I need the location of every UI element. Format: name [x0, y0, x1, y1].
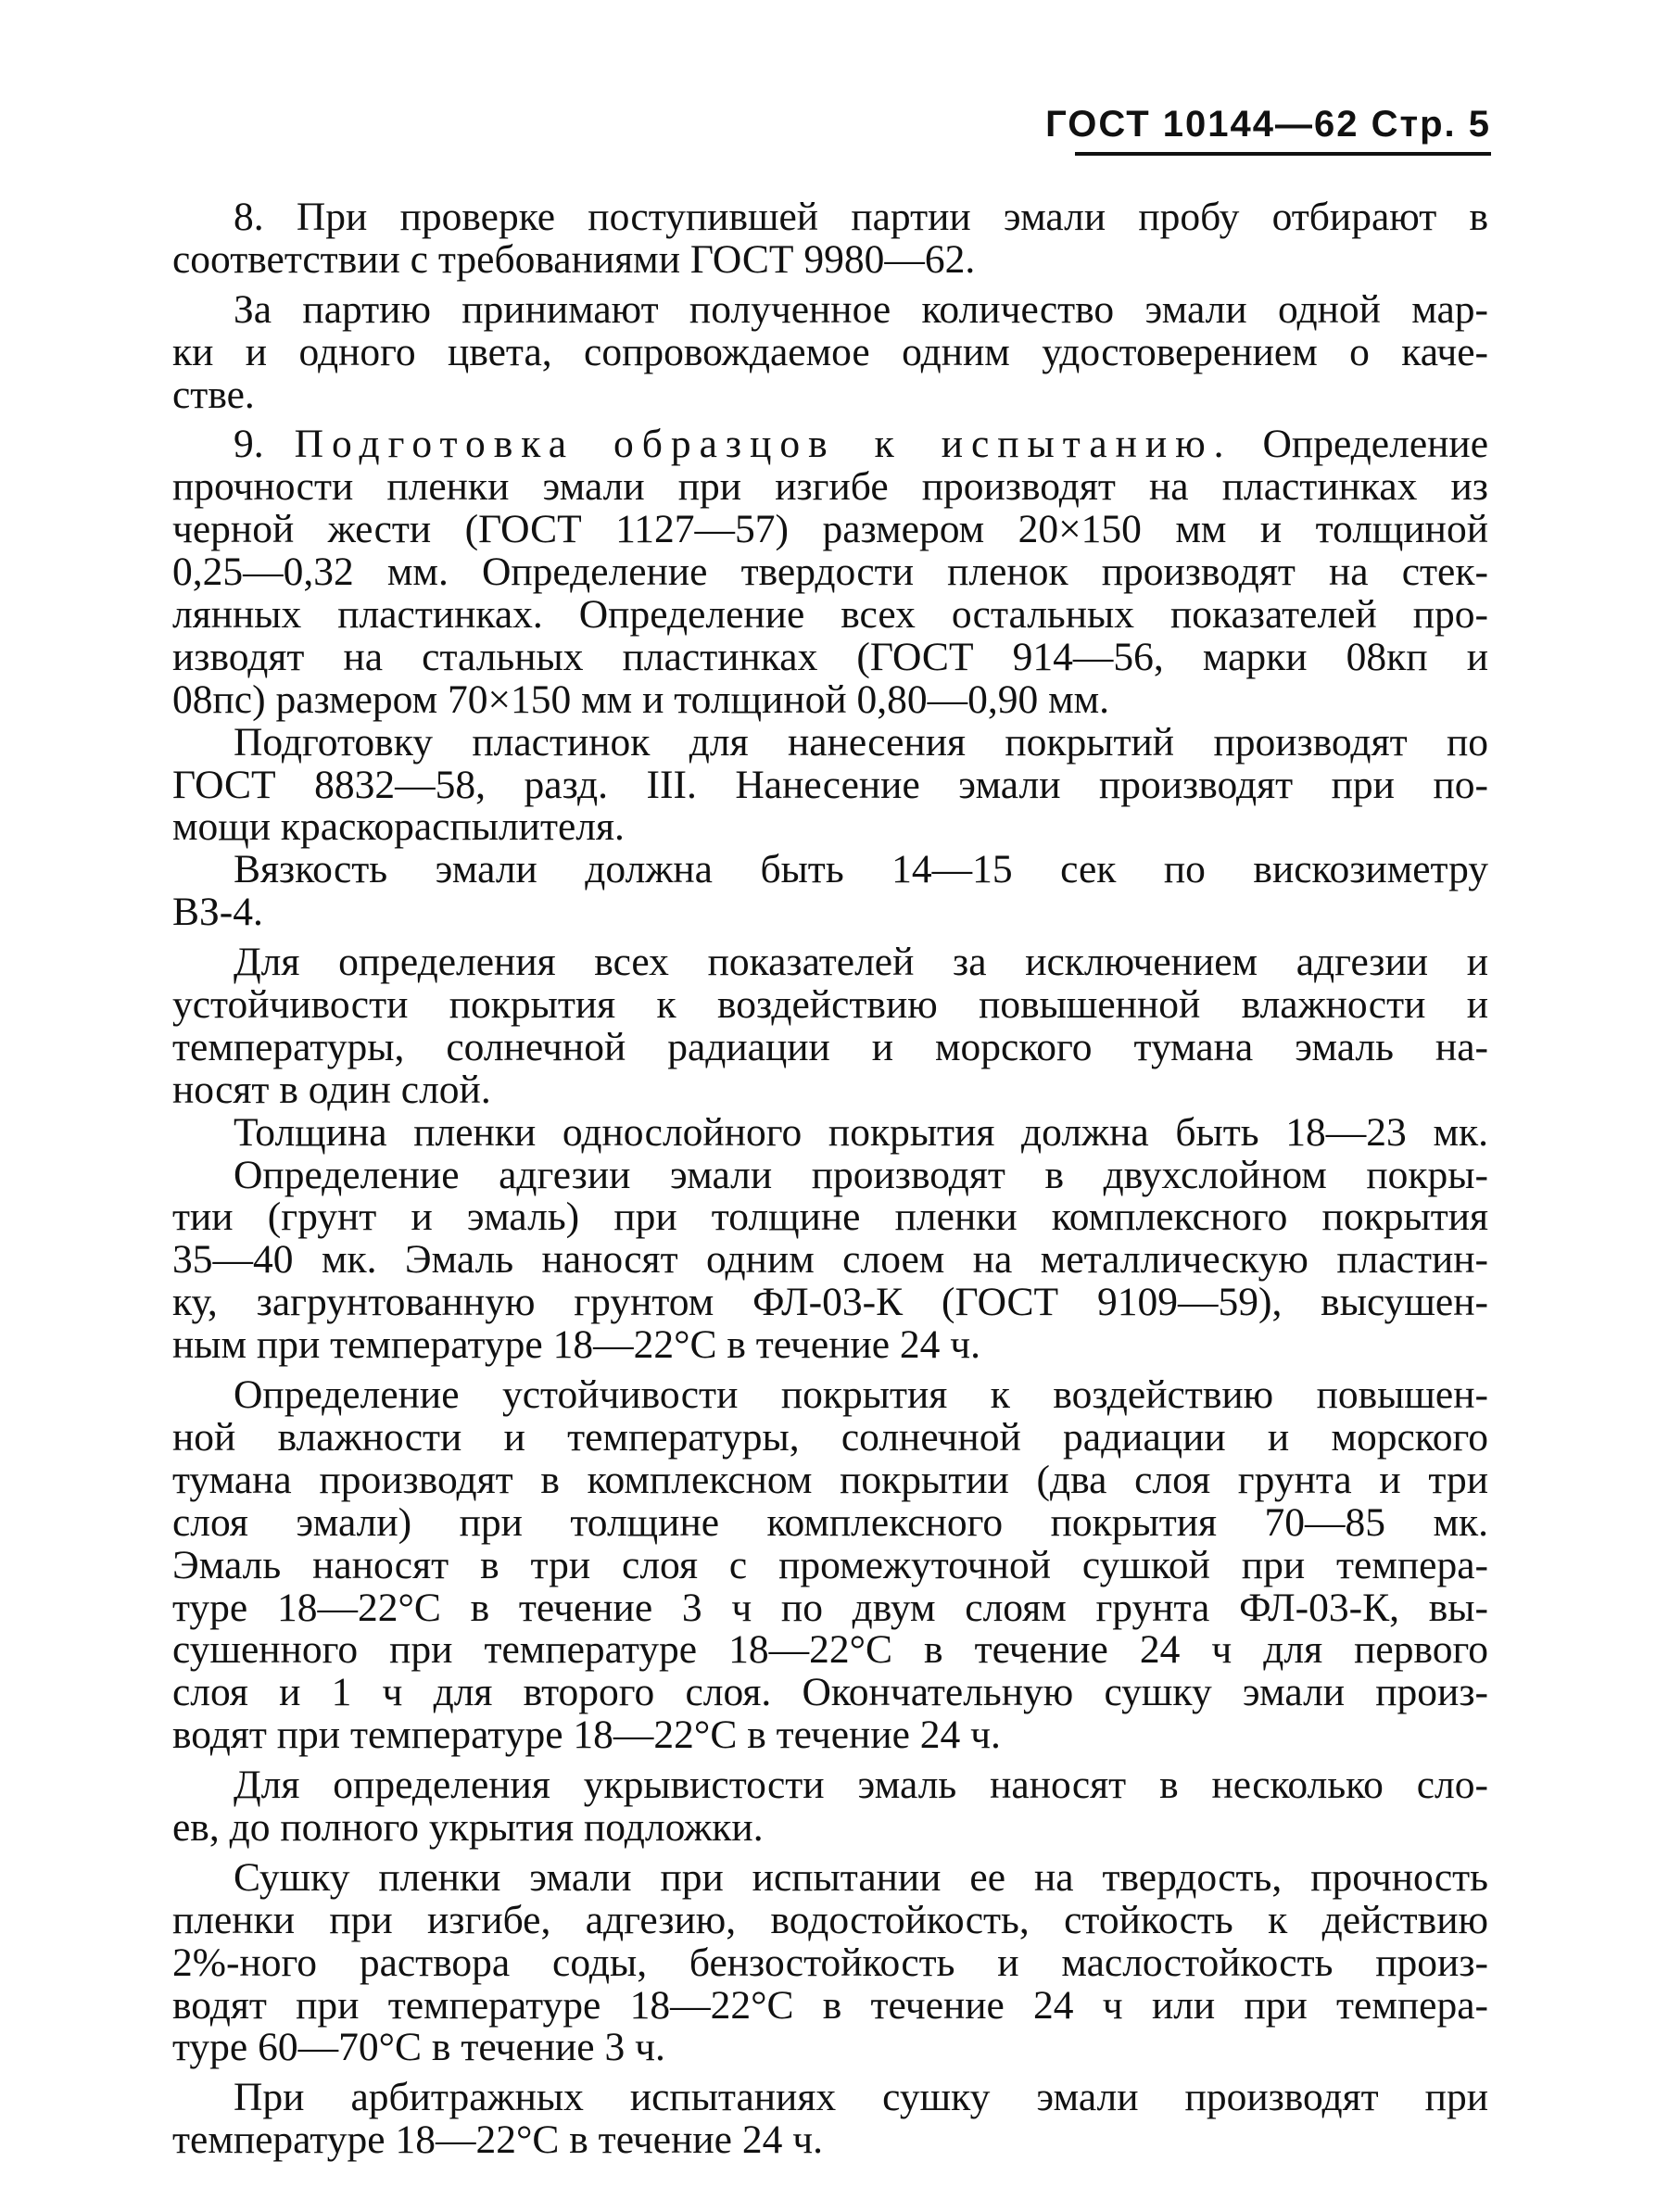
text-line: устойчивости покрытия к воздействию повышенной влажности и [172, 982, 1488, 1028]
text-line: туре 60—70°С в течение 3 ч. [172, 2025, 665, 2070]
text-line: водят при температуре 18—22°С в течение 24 ч или при темпера- [172, 1982, 1488, 2028]
text-line: Вязкость эмали должна быть 14—15 сек по вискозиметру [234, 847, 1488, 892]
page-header: ГОСТ 10144—62 Стр. 5 [1045, 104, 1491, 145]
text-line: прочности пленки эмали при изгибе производят на пластинках из [172, 464, 1488, 510]
text-line: лянных пластинках. Определение всех остальных показателей про- [172, 592, 1488, 638]
text-line: пленки при изгибе, адгезию, водостойкость, стойкость к действию [172, 1897, 1488, 1942]
text-line: изводят на стальных пластинках (ГОСТ 914—56, марки 08кп и [172, 634, 1488, 679]
text-line: мощи краскораспылителя. [172, 804, 625, 850]
text-line: 8. При проверке поступившей партии эмали пробу отбирают в [234, 195, 1488, 239]
text-line: слоя эмали) при толщине комплексного покрытия 70—85 мк. [172, 1499, 1488, 1545]
text-line: При арбитражных испытаниях сушку эмали производят при [234, 2075, 1488, 2120]
text-line: ГОСТ 8832—58, разд. III. Нанесение эмали производят при по- [172, 762, 1488, 807]
text-line: Определение устойчивости покрытия к воздействию повышен- [234, 1372, 1488, 1418]
text-line: черной жести (ГОСТ 1127—57) размером 20×150 мм и толщиной [172, 507, 1488, 552]
text-line: слоя и 1 ч для второго слоя. Окончательную сушку эмали произ- [172, 1670, 1488, 1715]
text-line: 35—40 мк. Эмаль наносят одним слоем на металлическую пластин- [172, 1237, 1488, 1283]
text-line: ки и одного цвета, сопровождаемое одним удостоверением о каче- [172, 329, 1488, 374]
text-line: температуры, солнечной радиации и морского тумана эмаль на- [172, 1024, 1488, 1069]
text-line: Для определения всех показателей за исключением адгезии и [234, 940, 1488, 985]
text-line: Эмаль наносят в три слоя с промежуточной сушкой при темпера- [172, 1542, 1488, 1587]
text-line: ку, загрунтованную грунтом ФЛ-03-К (ГОСТ 9109—59), высушен- [172, 1280, 1488, 1325]
text-line: Определение адгезии эмали производят в двухслойном покры- [234, 1152, 1488, 1197]
text-line: водят при температуре 18—22°С в течение 24 ч. [172, 1713, 1001, 1758]
header-rule [1075, 152, 1491, 156]
text-line: соответствии с требованиями ГОСТ 9980—62. [172, 236, 976, 282]
text-line: 08пс) размером 70×150 мм и толщиной 0,80—0,90 мм. [172, 676, 1110, 722]
text-line: тии (грунт и эмаль) при толщине пленки комплексного покрытия [172, 1194, 1488, 1240]
text-line: ной влажности и температуры, солнечной радиации и морского [172, 1414, 1488, 1460]
text-line: носят в один слой. [172, 1067, 491, 1112]
text-line: стве. [172, 372, 255, 417]
text-line: Для определения укрывистости эмаль наносят в несколько сло- [234, 1763, 1488, 1808]
text-line: За партию принимают полученное количество эмали одной мар- [234, 286, 1488, 332]
text-line: температуре 18—22°С в течение 24 ч. [172, 2117, 823, 2163]
text-line: 0,25—0,32 мм. Определение твердости пленок производят на стек- [172, 550, 1488, 595]
text-line: ев, до полного укрытия подложки. [172, 1804, 764, 1850]
text-line: ным при температуре 18—22°С в течение 24 ч. [172, 1322, 981, 1368]
text-line: туре 18—22°С в течение 3 ч по двум слоям грунта ФЛ-03-К, вы- [172, 1585, 1488, 1630]
text-line: Подготовку пластинок для нанесения покрытий производят по [234, 719, 1488, 765]
spaced-heading: Подготовка образцов к испытанию. [294, 422, 1233, 467]
text-line: Сушку пленки эмали при испытании ее на твердость, прочность [234, 1854, 1488, 1900]
document-body [172, 196, 1488, 2162]
text-line: тумана производят в комплексном покрытии (два слоя грунта и три [172, 1457, 1488, 1502]
text-line: сушенного при температуре 18—22°С в течение 24 ч для первого [172, 1627, 1488, 1673]
text-line: 2%-ного раствора соды, бензостойкость и маслостойкость произ- [172, 1940, 1488, 1985]
text-line: ВЗ-4. [172, 890, 263, 935]
text-line: 9. Подготовка образцов к испытанию. Определение [234, 422, 1488, 467]
text-line: Толщина пленки однослойного покрытия должна быть 18—23 мк. [234, 1109, 1488, 1155]
